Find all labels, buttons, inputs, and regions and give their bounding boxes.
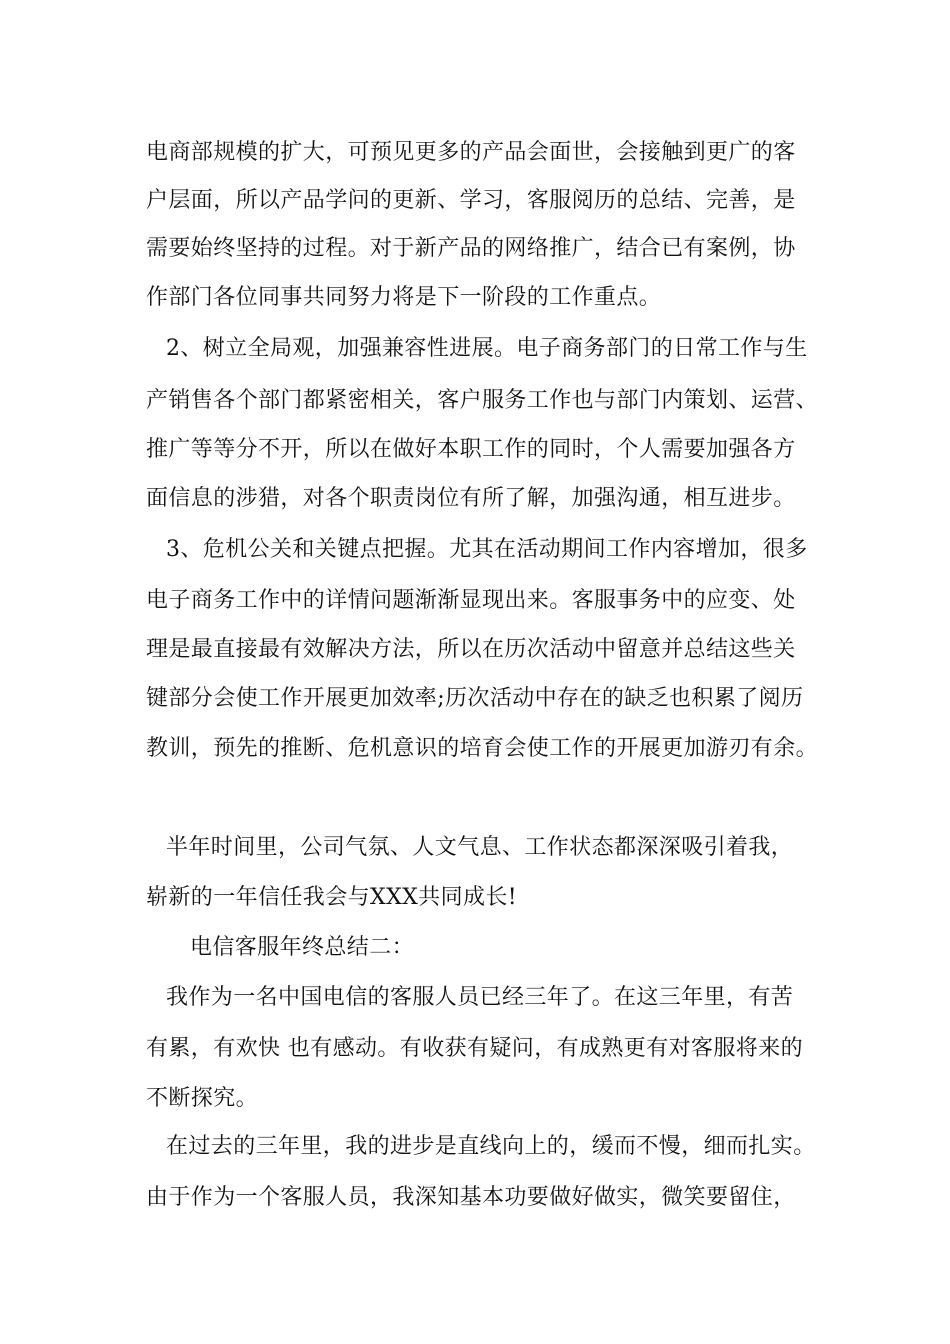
paragraph-line: 不断探究。 (146, 1086, 259, 1111)
paragraph-line: 崭新的一年信任我会与XXX共同成长! (146, 885, 518, 910)
paragraph-line: 理是最直接最有效解决方法，所以在历次活动中留意并总结这些关 (146, 637, 796, 662)
section-heading: 电信客服年终总结二： (190, 935, 415, 960)
paragraph-line: 推广等等分不开，所以在做好本职工作的同时，个人需要加强各方 (146, 437, 796, 462)
paragraph-line: 户层面，所以产品学问的更新、学习，客服阅历的总结、完善，是 (146, 188, 796, 213)
paragraph-line: 面信息的涉猎，对各个职责岗位有所了解，加强沟通，相互进步。 (146, 486, 796, 511)
paragraph-line: 需要始终坚持的过程。对于新产品的网络推广，结合已有案例，协 (146, 236, 796, 261)
list-item-line: 2、树立全局观，加强兼容性进展。电子商务部门的日常工作与生 (166, 336, 808, 361)
paragraph-line: 产销售各个部门都紧密相关，客户服务工作也与部门内策划、运营、 (146, 388, 819, 413)
paragraph-line: 在过去的三年里，我的进步是直线向上的，缓而不慢，细而扎实。 (166, 1134, 816, 1159)
paragraph-line: 电商部规模的扩大，可预见更多的产品会面世，会接触到更广的客 (146, 140, 796, 165)
paragraph-line: 我作为一名中国电信的客服人员已经三年了。在这三年里，有苦 (166, 985, 794, 1010)
paragraph-line: 教训，预先的推断、危机意识的培育会使工作的开展更加游刃有余。 (146, 736, 819, 761)
paragraph-line: 由于作为一个客服人员，我深知基本功要做好做实，微笑要留住， (146, 1185, 796, 1210)
paragraph-line: 半年时间里，公司气氛、人文气息、工作状态都深深吸引着我， (166, 835, 794, 860)
paragraph-line: 有累，有欢快 也有感动。有收获有疑问，有成熟更有对客服将来的 (146, 1036, 803, 1061)
paragraph-line: 电子商务工作中的详情问题渐渐显现出来。客服事务中的应变、处 (146, 588, 796, 613)
paragraph-line: 键部分会使工作开展更加效率;历次活动中存在的缺乏也积累了阅历 (146, 686, 804, 711)
list-item-line: 3、危机公关和关键点把握。尤其在活动期间工作内容增加，很多 (166, 537, 808, 562)
paragraph-line: 作部门各位同事共同努力将是下一阶段的工作重点。 (146, 285, 662, 310)
